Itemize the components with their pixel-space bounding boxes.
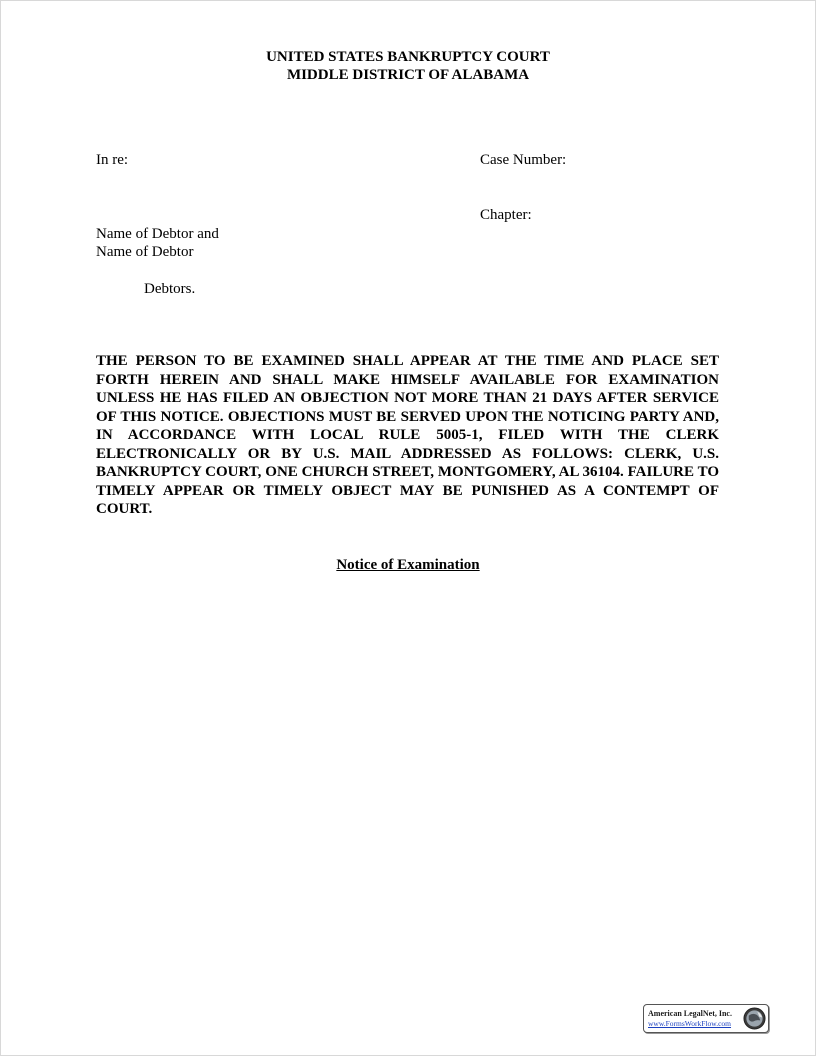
chapter-label: Chapter: <box>480 207 532 223</box>
document-title-wrapper <box>0 556 816 574</box>
debtors-label: Debtors. <box>144 281 196 297</box>
debtor-name-line-2: Name of Debtor <box>96 244 194 260</box>
debtor-name-line-1: Name of Debtor and <box>96 226 219 242</box>
legalnet-badge[interactable] <box>643 1004 769 1033</box>
globe-logo-icon <box>743 1007 766 1030</box>
document-title: Notice of Examination <box>336 557 480 573</box>
in-re-label: In re: <box>96 152 129 168</box>
court-district: MIDDLE DISTRICT OF ALABAMA <box>286 67 530 83</box>
court-name: UNITED STATES BANKRUPTCY COURT <box>266 49 550 65</box>
case-number-label: Case Number: <box>480 152 567 168</box>
court-header <box>0 48 816 84</box>
badge-company-name: American LegalNet, Inc. <box>648 1009 732 1018</box>
examination-notice-paragraph: THE PERSON TO BE EXAMINED SHALL APPEAR AT THE TIME AND PLACE SET FORTH HEREIN AND SHALL MAKE HIMSELF AVAILABLE FOR EXAMINATION UNLESS HE HAS FILED AN OBJECTION NOT MORE THAN 21 DAYS AFTER SERVICE OF THIS NOTICE. OBJECTIONS MUST BE SERVED UPON THE NOTICING PARTY AND, IN ACCORDANCE WITH LOCAL RULE 5005-1, FILED WITH THE CLERK ELECTRONICALLY OR BY U.S. MAIL ADDRESSED AS FOLLOWS: CLERK, U.S. BANKRUPTCY COURT, ONE CHURCH STREET, MONTGOMERY, AL 36104. FAILURE TO TIMELY APPEAR OR TIMELY OBJECT MAY BE PUNISHED AS A CONTEMPT OF COURT. <box>96 353 719 517</box>
badge-url-link[interactable]: www.FormsWorkFlow.com <box>648 1019 732 1028</box>
